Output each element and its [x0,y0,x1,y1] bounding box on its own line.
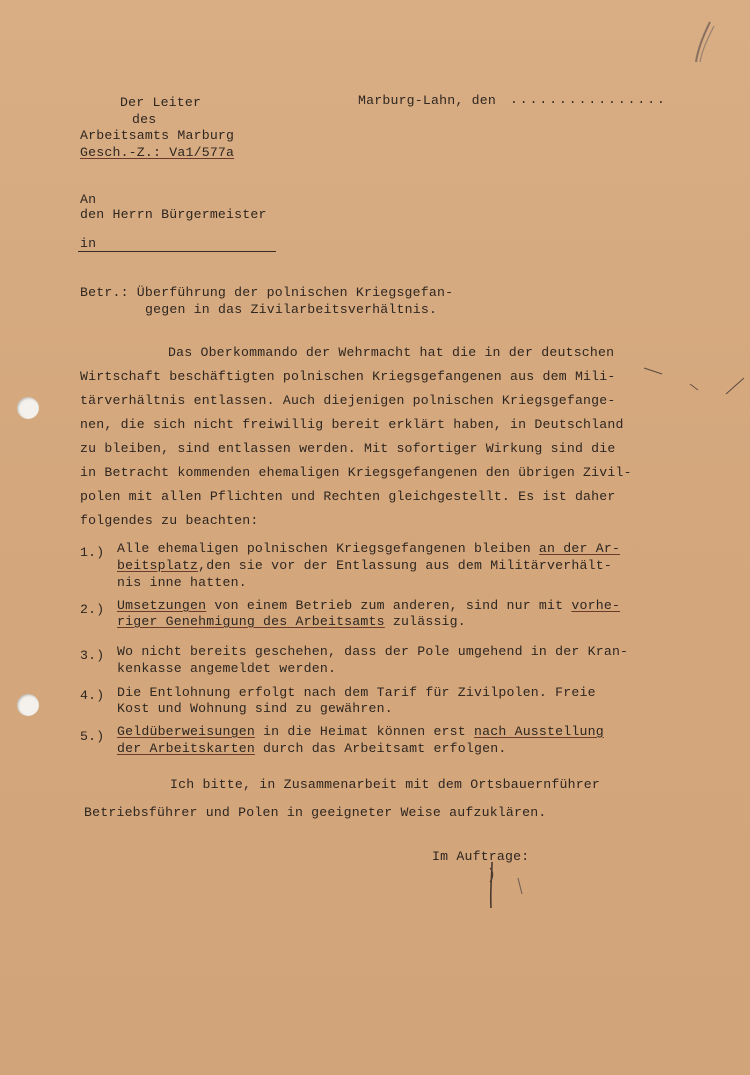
paragraph-line-8: folgendes zu beachten: [80,513,259,528]
item-5-text-b: in die Heimat können erst [254,724,475,739]
item-1-text-c: beitsplatz [117,558,199,573]
closing-line-1: Ich bitte, in Zusammenarbeit mit dem Ortsbauernführer [170,777,601,792]
sender-line-2: des [132,112,157,127]
closing-line-2: Betriebsführer und Polen in geeigneter Weise aufzuklären. [84,805,547,820]
recipient-in: in [80,236,97,251]
paragraph-line-3: tärverhältnis entlassen. Auch diejenigen polnischen Kriegsgefange- [80,393,616,408]
subject-line-2: gegen in das Zivilarbeitsverhältnis. [145,302,438,317]
recipient-an: An [80,192,97,207]
margin-marks [640,360,750,420]
pencil-mark [690,18,720,68]
recipient-name: den Herrn Bürgermeister [80,207,267,222]
item-2-line-1 [117,598,620,614]
punch-hole-top [17,397,39,419]
paragraph-line-1: Das Oberkommando der Wehrmacht hat die in der deutschen [168,345,615,360]
paragraph-line-7: polen mit allen Pflichten und Rechten gleichgestellt. Es ist daher [80,489,616,504]
item-1-line-2 [117,558,612,574]
item-2-text-c: vorhe- [571,598,621,613]
sender-reference: Gesch.-Z.: Va1/577a [80,145,235,160]
item-4-number: 4.) [80,688,105,703]
recipient-in-line [78,251,276,252]
item-1-line-1 [117,541,620,557]
item-1-number: 1.) [80,545,105,560]
place-date: Marburg-Lahn, den [358,93,496,108]
item-1-line-3: nis inne hatten. [117,575,247,590]
item-3-line-2: kenkasse angemeldet werden. [117,661,337,676]
item-3-number: 3.) [80,648,105,663]
paragraph-line-6: in Betracht kommenden ehemaligen Kriegsgefangenen den übrigen Zivil- [80,465,632,480]
item-5-number: 5.) [80,729,105,744]
im-auftrage: Im Auftrage: [432,849,530,864]
item-5-text-a: Geldüberweisungen [117,724,255,739]
paragraph-line-5: zu bleiben, sind entlassen werden. Mit sofortiger Wirkung sind die [80,441,616,456]
item-3-line-1: Wo nicht bereits geschehen, dass der Pole umgehend in der Kran- [117,644,629,659]
item-5-line-2 [117,741,506,757]
item-2-number: 2.) [80,602,105,617]
item-1-text-b: an der Ar- [538,541,621,556]
date-placeholder-dots: ................ [510,92,667,107]
signature-mark [478,858,538,914]
item-2-line-2 [117,614,466,630]
item-1-text-d: ,den sie vor der Entlassung aus dem Militärverhält- [198,558,612,573]
item-1-text-a: Alle ehemaligen polnischen Kriegsgefangenen bleiben [117,541,539,556]
item-5-text-d: der Arbeitskarten [117,741,255,756]
item-2-text-b: von einem Betrieb zum anderen, sind nur mit [206,598,572,613]
item-5-line-1 [117,724,604,740]
sender-line-3: Arbeitsamts Marburg [80,128,235,143]
item-4-line-1: Die Entlohnung erfolgt nach dem Tarif für Zivilpolen. Freie [117,685,596,700]
item-4-line-2: Kost und Wohnung sind zu gewähren. [117,701,393,716]
paragraph-line-2: Wirtschaft beschäftigten polnischen Kriegsgefangenen aus dem Mili- [80,369,616,384]
subject-line-1: Betr.: Überführung der polnischen Kriegsgefan- [80,285,454,300]
item-5-text-c: nach Ausstellung [474,724,604,739]
sender-line-1: Der Leiter [120,95,202,110]
punch-hole-bottom [17,694,39,716]
item-2-text-a: Umsetzungen [117,598,207,613]
item-5-text-e: durch das Arbeitsamt erfolgen. [254,741,507,756]
paragraph-line-4: nen, die sich nicht freiwillig bereit erklärt haben, in Deutschland [80,417,624,432]
item-2-text-e: zulässig. [384,614,466,629]
item-2-text-d: riger Genehmigung des Arbeitsamts [117,614,385,629]
